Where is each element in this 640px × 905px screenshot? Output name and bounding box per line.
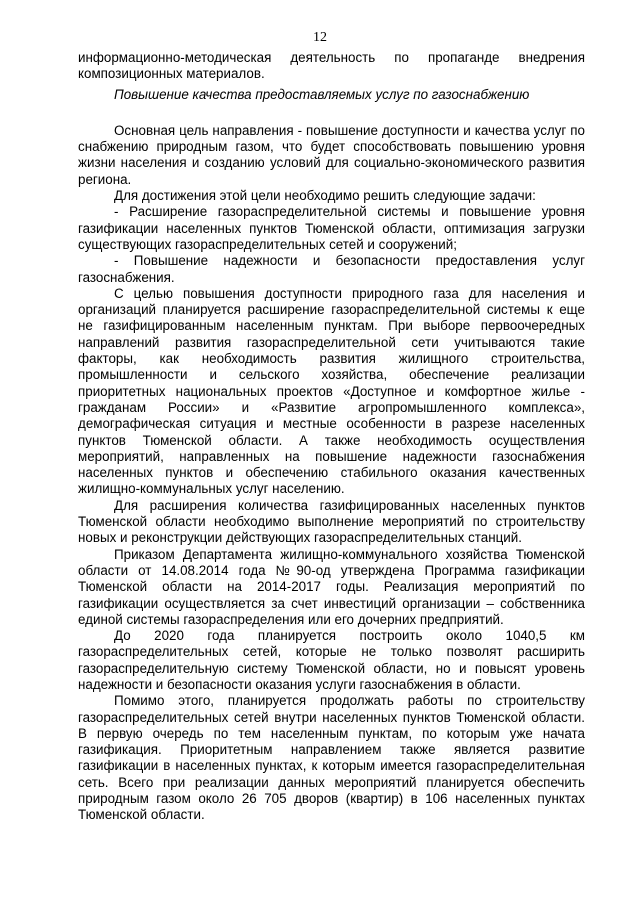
paragraph-tasks-intro: Для достижения этой цели необходимо решить следующие задачи:: [114, 188, 536, 204]
paragraph-continuation: информационно-методическая деятельность по пропаганде внедрения композиционных материалов.: [78, 50, 585, 82]
paragraph-goal: Основная цель направления - повышение доступности и качества услуг по снабжению природным газом, что будет способствовать повышению уровня жизни населения и созданию условий для социально-экономического развития региона.: [78, 122, 585, 187]
document-body: [78, 50, 585, 824]
paragraph-stations: Для расширения количества газифицированных населенных пунктов Тюменской области необходимо выполнение мероприятий по строительству новых и реконструкции действующих газораспределительных станций.: [78, 497, 585, 546]
section-heading: Повышение качества предоставляемых услуг по газоснабжению: [114, 86, 530, 102]
paragraph-2020-plan: До 2020 года планируется построить около 1040,5 км газораспределительных сетей, которые не только позволят расширить газораспределительную систему Тюменской области, но и повысят уровень надежности и безопасности оказания услуги газоснабжения в области.: [78, 628, 585, 692]
paragraph-internal-networks: Помимо этого, планируется продолжать работы по строительству газораспределительных сетей внутри населенных пунктов Тюменской области. В первую очередь по тем населенным пунктам, по которым уже начата газификация. Приоритетным направлением также является развитие газификации в населенных пунктах, к которым имеется газораспределительная сеть. Всего при реализации данных мероприятий планируется обеспечить природным газом около 26 705 дворов (квартир) в 106 населенных пунктах Тюменской области.: [78, 693, 585, 823]
task-item-1: - Расширение газораспределительной системы и повышение уровня газификации населенных пунктов Тюменской области, оптимизация загрузки существующих газораспределительных сетей и сооружений;: [78, 204, 585, 252]
page-number: 12: [313, 30, 327, 45]
paragraph-expansion: С целью повышения доступности природного газа для населения и организаций планируется расширение газораспределительной системы к еще не газифицированным населенным пунктам. При выборе первоочередных направлений развития газораспределительной сети учитываются такие факторы, как необходимость развития жилищного строительства, промышленности и сельского хозяйства, обеспечение реализации приоритетных национальных проектов «Доступное и комфортное жилье - гражданам России» и «Развитие агропромышленного комплекса», демографическая ситуация и местные особенности в разрезе населенных пунктов Тюменской области. А также необходимость осуществления мероприятий, направленных на повышение надежности газоснабжения населенных пунктов и обеспечению стабильного оказания качественных жилищно-коммунальных услуг населению.: [78, 285, 585, 497]
paragraph-order: Приказом Департамента жилищно-коммунального хозяйства Тюменской области от 14.08.2014 года №90-од утверждена Программа газификации Тюменской области на 2014-2017 годы. Реализация мероприятий по газификации осуществляется за счет инвестиций организации – собственника единой системы газораспределения или его дочерних предприятий.: [78, 546, 585, 627]
task-item-2: - Повышение надежности и безопасности предоставления услуг газоснабжения.: [78, 253, 585, 285]
